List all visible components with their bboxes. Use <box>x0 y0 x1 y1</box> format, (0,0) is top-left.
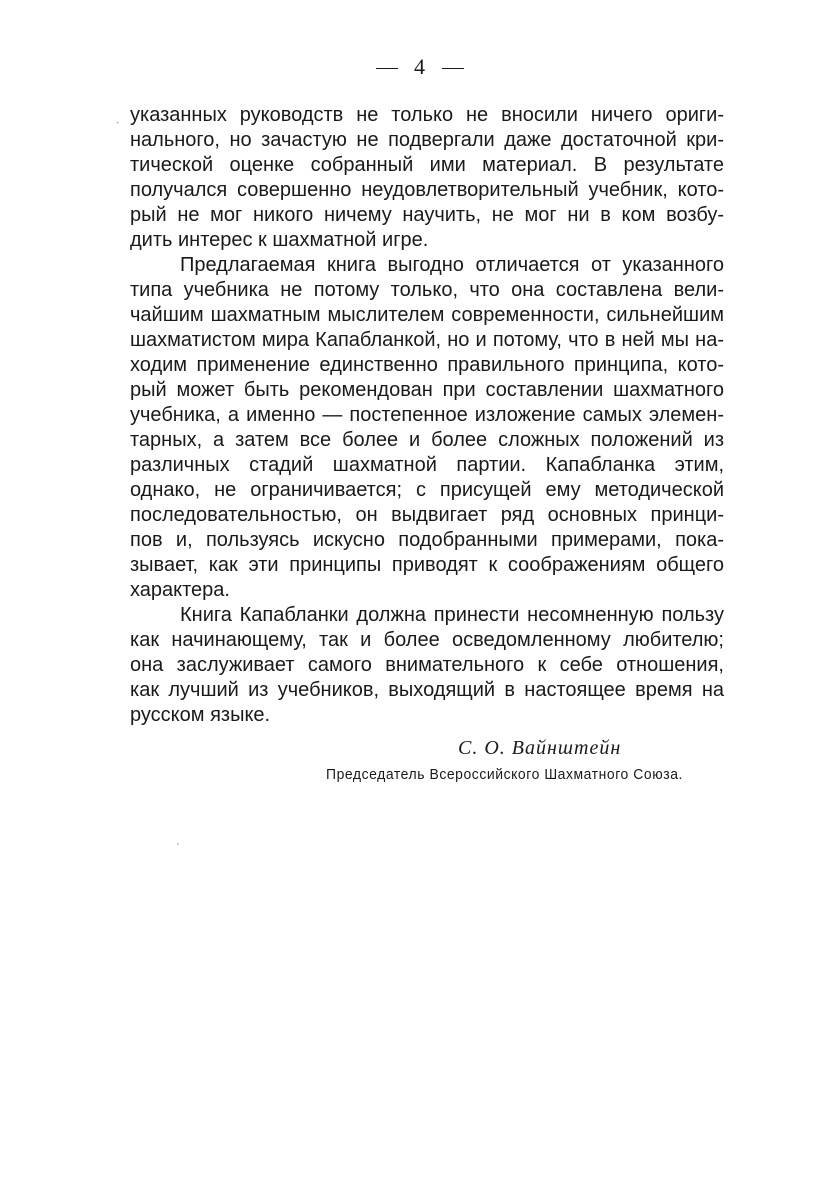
text-line: различных стадий шахматной партии. Капабланка этим, <box>130 454 724 476</box>
text-line: однако, не ограничивается; с присущей ему методической <box>130 479 724 501</box>
text-line: тарных, а затем все более и более сложных положений из <box>130 429 724 451</box>
text-line: русском языке. <box>130 704 271 726</box>
text-line: характера. <box>130 579 230 601</box>
text-line: шахматистом мира Капабланкой, но и потому, что в ней мы на- <box>130 329 724 351</box>
text-line: типа учебника не потому только, что она составлена вели- <box>130 279 724 301</box>
text-line: ходим применение единственно правильного принципа, кото- <box>130 354 724 376</box>
page-number: 4 <box>414 54 426 79</box>
text-line: рый не мог никого ничему научить, не мог ни в ком возбу- <box>130 204 724 226</box>
text-line: пов и, пользуясь искусно подобранными примерами, пока- <box>130 529 724 551</box>
text-line: нального, но зачастую не подвергали даже достаточной кри- <box>130 129 724 151</box>
signature-name: С. О. Вайнштейн <box>458 737 622 759</box>
text-line: Книга Капабланки должна принести несомненную пользу <box>180 604 724 626</box>
stray-ink-mark: ˏ <box>116 112 120 124</box>
text-line: она заслуживает самого внимательного к себе отношения, <box>130 654 724 676</box>
text-line: тической оценке собранный ими материал. В результате <box>130 154 724 176</box>
text-line: чайшим шахматным мыслителем современности, сильнейшим <box>130 304 724 326</box>
right-dash <box>442 68 464 69</box>
stray-ink-mark: ˊ <box>176 842 180 854</box>
text-line: зывает, как эти принципы приводят к соображениям общего <box>130 554 724 576</box>
page-number-header <box>0 54 840 80</box>
text-line: получался совершенно неудовлетворительный учебник, кото- <box>130 179 724 201</box>
text-line: последовательностью, он выдвигает ряд основных принци- <box>130 504 724 526</box>
paragraph-1 <box>130 103 724 253</box>
text-line: указанных руководств не только не вносили ничего ориги- <box>130 104 724 126</box>
paragraph-3 <box>130 603 724 728</box>
text-line: учебника, а именно — постепенное изложение самых элемен- <box>130 404 724 426</box>
text-line: Предлагаемая книга выгодно отличается от указанного <box>180 254 724 276</box>
text-line: как начинающему, так и более осведомленному любителю; <box>130 629 724 651</box>
text-line: рый может быть рекомендован при составлении шахматного <box>130 379 724 401</box>
text-line: дить интерес к шахматной игре. <box>130 229 429 251</box>
text-line: как лучший из учебников, выходящий в настоящее время на <box>130 679 724 701</box>
paragraph-2 <box>130 253 724 603</box>
signature-title: Председатель Всероссийского Шахматного Союза. <box>326 766 683 783</box>
left-dash <box>376 68 398 69</box>
